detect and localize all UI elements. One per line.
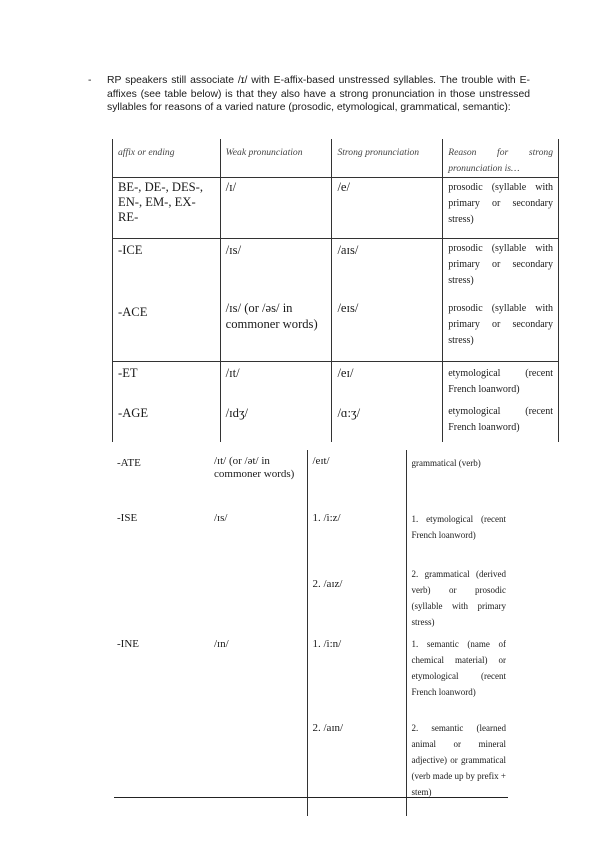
affix-cell <box>112 720 209 816</box>
strong-cell: 1. /i:n/ <box>307 630 406 720</box>
weak-cell: /ɪs/ <box>220 239 332 300</box>
table-row <box>113 239 559 300</box>
table-row <box>113 402 559 442</box>
strong-cell: /aɪs/ <box>332 239 443 300</box>
reason-cell: grammatical (verb) <box>411 458 481 468</box>
table-row <box>113 362 559 403</box>
affix-cell: BE-, DE-, DES-, EN-, EM-, EX-RE- <box>113 178 221 239</box>
strong-cell: /eɪ/ <box>332 362 443 403</box>
table-row <box>112 450 511 507</box>
strong-cell: /e/ <box>332 178 443 239</box>
reason-cell: prosodic (syllable with primary or secondary stress) <box>443 239 559 300</box>
strong-cell: 1. /i:z/ <box>307 507 406 566</box>
reason-cell: 2. grammatical (derived verb) or prosodic (syllable with primary stress) <box>411 569 506 627</box>
affix-cell: -ET <box>113 362 221 403</box>
strong-cell: 2. /aɪn/ <box>307 720 406 816</box>
table-row <box>112 630 511 720</box>
table-header-row <box>113 139 559 178</box>
intro-paragraph <box>88 74 530 115</box>
affix-cell <box>112 566 209 630</box>
weak-cell: /ɪt/ (or /ət/ in commoner words) <box>209 450 307 507</box>
table-row <box>112 566 511 630</box>
table-row <box>112 720 511 816</box>
affix-cell: -ACE <box>113 299 221 362</box>
affix-cell: -ICE <box>113 239 221 300</box>
weak-cell: /ɪn/ <box>209 630 307 720</box>
reason-cell: 1. semantic (name of chemical material) or etymological (recent French loanword) <box>411 639 506 697</box>
reason-cell: etymological (recent French loanword) <box>443 362 559 403</box>
affix-cell: -INE <box>117 638 139 650</box>
header-weak: Weak pronunciation <box>220 139 332 178</box>
reason-cell: etymological (recent French loanword) <box>443 402 559 442</box>
affix-cell: -ISE <box>117 512 138 524</box>
affix-cell: -AGE <box>113 402 221 442</box>
table-row <box>113 299 559 362</box>
bullet-dash: - <box>88 75 92 86</box>
strong-cell: /eɪs/ <box>332 299 443 362</box>
affix-cell: -ATE <box>117 457 141 469</box>
strong-cell: 2. /aɪz/ <box>307 566 406 630</box>
table-bottom-rule <box>114 797 508 798</box>
weak-cell: /ɪs/ <box>209 507 307 566</box>
intro-text: RP speakers still associate /ɪ/ with E-affix-based unstressed syllables. The trouble with E-affixes (see table below) is that they also have a strong pronunciation in those unstressed syllables for reasons of a varied nature (prosodic, etymological, grammatical, semantic): <box>107 75 530 114</box>
strong-cell: /ɑ:ʒ/ <box>332 402 443 442</box>
header-reason: Reason for strong pronunciation is… <box>443 139 559 178</box>
header-affix: affix or ending <box>113 139 221 178</box>
weak-cell: /ɪt/ <box>220 362 332 403</box>
weak-cell: /ɪs/ (or /əs/ in commoner words) <box>220 299 332 362</box>
reason-cell: 1. etymological (recent French loanword) <box>411 514 506 540</box>
table-row <box>113 178 559 239</box>
weak-cell <box>209 720 307 816</box>
weak-cell: /ɪ/ <box>220 178 332 239</box>
affix-table-part-2 <box>112 450 511 816</box>
strong-cell: /eɪt/ <box>307 450 406 507</box>
reason-cell: prosodic (syllable with primary or secondary stress) <box>443 178 559 239</box>
reason-cell: prosodic (syllable with primary or secondary stress) <box>443 299 559 362</box>
reason-cell: 2. semantic (learned animal or mineral adjective) or grammatical (verb made up by prefix + stem) <box>411 723 506 797</box>
header-strong: Strong pronunciation <box>332 139 443 178</box>
weak-cell: /ɪdʒ/ <box>220 402 332 442</box>
table-row <box>112 507 511 566</box>
affix-table-part-1 <box>112 139 559 442</box>
weak-cell <box>209 566 307 630</box>
